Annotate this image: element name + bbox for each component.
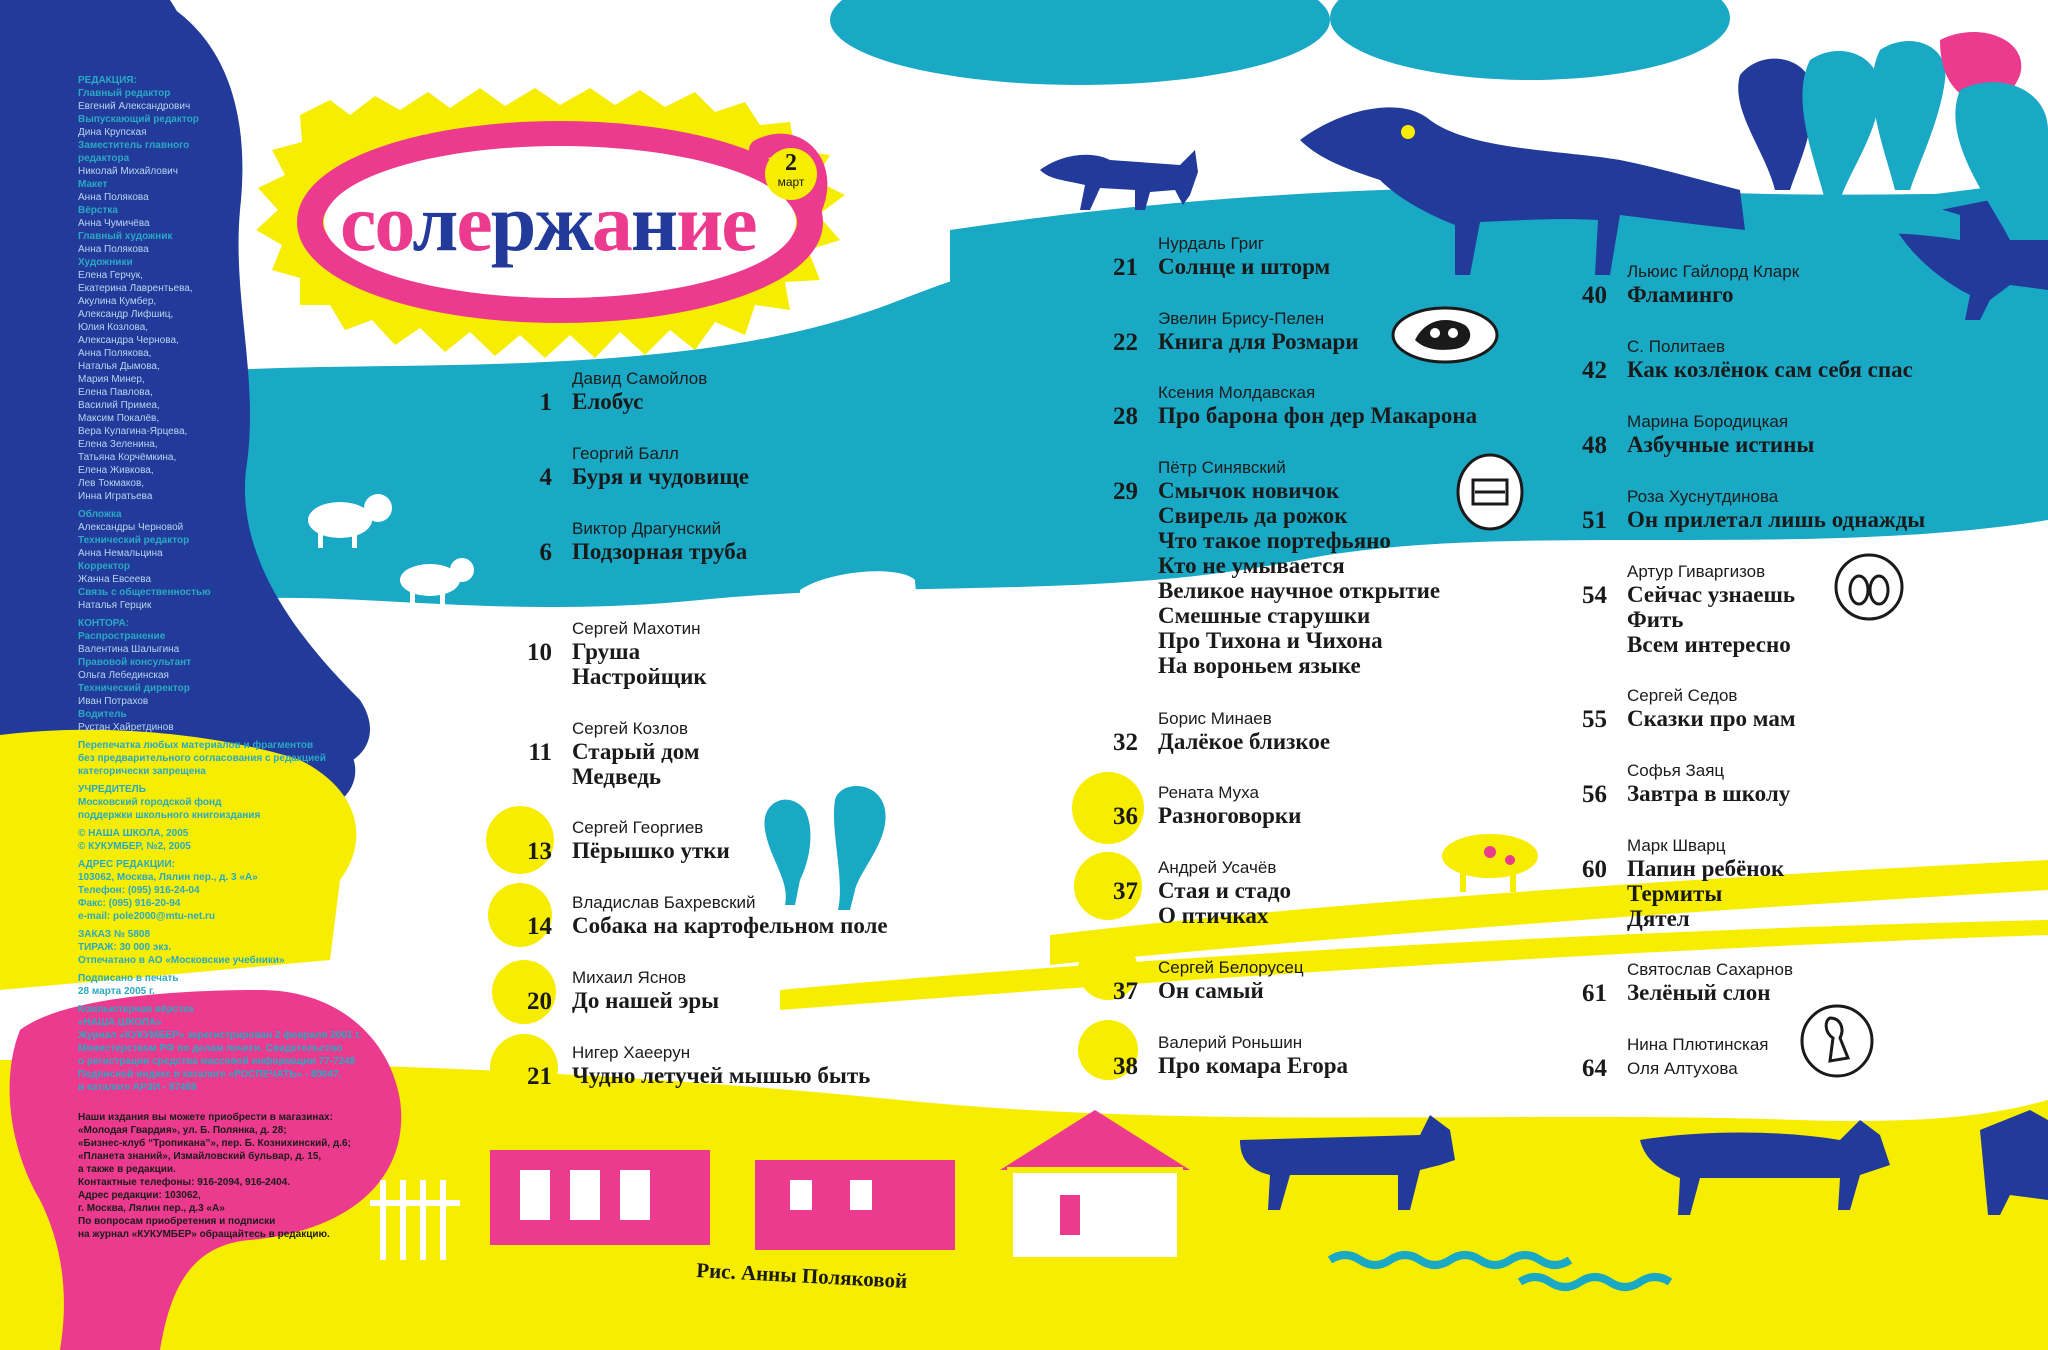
toc-title[interactable]: Зелёный слон <box>1627 980 1771 1005</box>
toc-title[interactable]: Фламинго <box>1627 282 1734 307</box>
toc-title[interactable]: Завтра в школу <box>1627 781 1791 806</box>
imprint-line: Александры Черновой <box>78 522 184 533</box>
imprint-line: Факс: (095) 916-20-94 <box>78 898 181 909</box>
toc-page-number: 61 <box>1582 980 1607 1007</box>
imprint-line: 103062, Москва, Лялин пер., д. 3 «А» <box>78 872 258 883</box>
imprint-line: Правовой консультант <box>78 657 192 668</box>
issue-number: 2 <box>785 150 797 176</box>
top-cyan-blob-right <box>1330 0 1730 80</box>
imprint-line: Адрес редакции: 103062, <box>78 1190 201 1201</box>
imprint-line: Корректор <box>78 561 130 572</box>
toc-title[interactable]: Дятел <box>1627 906 1690 931</box>
toc-title[interactable]: Настройщик <box>572 664 707 689</box>
toc-page-number: 4 <box>539 464 552 491</box>
illustration-badge-64 <box>1800 1003 1875 1079</box>
imprint-line: Мария Минер, <box>78 374 145 385</box>
imprint-line: Жанна Евсеева <box>78 574 152 585</box>
toc-author: Давид Самойлов <box>572 369 708 388</box>
imprint-line: Акулина Кумбер, <box>78 296 157 307</box>
toc-author: Рената Муха <box>1158 783 1259 802</box>
toc-author: Пётр Синявский <box>1158 458 1286 477</box>
toc-page-number: 21 <box>1113 254 1138 281</box>
toc-page-number: 48 <box>1582 432 1607 459</box>
toc-title[interactable]: Он самый <box>1158 978 1264 1003</box>
imprint-line: Телефон: (095) 916-24-04 <box>78 885 200 896</box>
toc-author: Сергей Козлов <box>572 719 689 738</box>
imprint-line: Министерством РФ по делам печати. Свидетельство <box>78 1043 343 1054</box>
toc-entry <box>1113 234 1331 281</box>
toc-title[interactable]: Папин ребёнок <box>1627 856 1785 881</box>
toc-entry <box>527 1043 871 1090</box>
imprint-line: Елена Зеленина, <box>78 439 158 450</box>
toc-author: Марина Бородицкая <box>1627 412 1789 431</box>
toc-author: Ксения Молдавская <box>1158 383 1316 402</box>
toc-title[interactable]: Фить <box>1627 607 1684 632</box>
illustration-credit: Рис. Анны Поляковой <box>695 1258 908 1294</box>
toc-title[interactable]: Великое научное открытие <box>1158 578 1441 603</box>
toc-author: Льюис Гайлорд Кларк <box>1627 262 1800 281</box>
imprint-line: а также в редакции. <box>78 1164 176 1175</box>
toc-page-number: 20 <box>527 988 552 1015</box>
toc-entry <box>527 619 707 689</box>
imprint-line: Макет <box>78 179 108 190</box>
toc-title[interactable]: Буря и чудовище <box>572 464 750 489</box>
toc-page-number: 36 <box>1113 803 1138 830</box>
toc-title[interactable]: Кто не умывается <box>1158 553 1345 578</box>
toc-entry <box>527 968 720 1015</box>
illustration-badge-29 <box>1455 452 1525 532</box>
imprint-line: Валентина Шалыгина <box>78 644 180 655</box>
imprint-line: Николай Михайлович <box>78 166 178 177</box>
toc-page-number: 40 <box>1582 282 1607 309</box>
imprint-line: Максим Покалёв, <box>78 413 160 424</box>
toc-entry <box>1113 958 1304 1005</box>
toc-page-number: 10 <box>527 639 552 666</box>
toc-entry <box>1113 858 1292 928</box>
toc-title[interactable]: Что такое портефьяно <box>1158 528 1391 553</box>
toc-title[interactable]: Чудно летучей мышью быть <box>572 1063 871 1088</box>
imprint-line: Подписной индекс в каталоге «РОСПЕЧАТЬ» - 80647, <box>78 1069 342 1080</box>
toc-entry <box>1113 383 1478 430</box>
imprint-line: Рустан Хайретдинов <box>78 722 174 733</box>
tree-cyan-1 <box>764 800 810 905</box>
house-left <box>470 1085 720 1255</box>
imprint-line: Художники <box>78 257 133 268</box>
imprint-line: Александр Лифшиц, <box>78 309 174 320</box>
toc-author: Артур Гиваргизов <box>1627 562 1766 581</box>
imprint-line: на журнал «КУКУМБЕР» обращайтесь в редакцию. <box>78 1229 330 1240</box>
illustration-badge-22 <box>1390 305 1500 365</box>
imprint-line: КОНТОРА: <box>78 618 130 629</box>
toc-author: Сергей Георгиев <box>572 818 704 837</box>
toc-author: Нина Плютинская <box>1627 1035 1769 1054</box>
toc-entry <box>1113 783 1302 830</box>
top-cyan-blob-left <box>830 0 1330 85</box>
toc-page-number: 51 <box>1582 507 1607 534</box>
toc-page-number: 6 <box>539 539 552 566</box>
toc-entry <box>539 519 748 566</box>
toc-entry <box>1113 458 1441 678</box>
toc-author: Сергей Махотин <box>572 619 701 638</box>
toc-author: Марк Шварц <box>1627 836 1726 855</box>
toc-author: Георгий Балл <box>572 444 679 463</box>
toc-entry <box>1113 1033 1348 1080</box>
imprint-line: Вера Кулагина-Ярцева, <box>78 426 188 437</box>
heading-part-2: л <box>412 177 457 268</box>
toc-title[interactable]: О птичках <box>1158 903 1269 928</box>
toc-author: Оля Алтухова <box>1627 1059 1738 1078</box>
tree-cyan-2 <box>834 786 886 910</box>
toc-author: Владислав Бахревский <box>572 893 756 912</box>
toc-entry <box>528 719 700 789</box>
toc-entry <box>539 444 750 491</box>
toc-entry <box>1582 337 1913 384</box>
imprint-line: Елена Павлова, <box>78 387 153 398</box>
imprint-line: Компьютерная вёрстка <box>78 1004 194 1015</box>
heading-part-5: а <box>591 177 631 268</box>
imprint-line: Инна Игратьева <box>78 491 153 502</box>
imprint-line: Наталья Дымова, <box>78 361 160 372</box>
toc-entry <box>1582 960 1794 1007</box>
imprint-line: Технический директор <box>78 683 190 694</box>
toc-entry <box>1582 1035 1769 1082</box>
imprint-line: «Планета знаний», Измайловский бульвар, д. 15, <box>78 1151 322 1162</box>
toc-title[interactable]: Разноговорки <box>1158 803 1302 828</box>
toc-title[interactable]: Азбучные истины <box>1627 432 1815 457</box>
toc-title[interactable]: Про Тихона и Чихона <box>1158 628 1383 653</box>
imprint-line: «Молодая Гвардия», ул. Б. Полянка, д. 28; <box>78 1125 287 1136</box>
heading-part-6: н <box>630 177 677 268</box>
toc-entry <box>1582 487 1926 534</box>
toc-title[interactable]: Далёкое близкое <box>1158 729 1331 754</box>
toc-entry <box>1113 309 1359 356</box>
toc-title[interactable]: Он прилетал лишь однажды <box>1627 507 1926 532</box>
toc-title[interactable]: Про барона фон дер Макарона <box>1158 403 1478 428</box>
imprint-line: Выпускающий редактор <box>78 114 199 125</box>
toc-page-number: 56 <box>1582 781 1607 808</box>
toc-title[interactable]: Медведь <box>572 764 662 789</box>
toc-title[interactable]: Свирель да рожок <box>1158 503 1348 528</box>
imprint-line: РЕДАКЦИЯ: <box>78 75 137 86</box>
toc-title[interactable]: Пёрышко утки <box>572 838 730 863</box>
imprint-line: Анна Чумичёва <box>78 218 150 229</box>
toc-page-number: 60 <box>1582 856 1607 883</box>
imprint-line: Заместитель главного <box>78 140 190 151</box>
imprint-line: Екатерина Лаврентьева, <box>78 283 193 294</box>
imprint-line: Вёрстка <box>78 205 118 216</box>
house-middle <box>740 1102 970 1250</box>
toc-title[interactable]: Смычок новичок <box>1158 478 1340 503</box>
imprint-line: Обложка <box>78 509 122 520</box>
imprint-line: УЧРЕДИТЕЛЬ <box>78 784 146 795</box>
imprint-line: e-mail: pole2000@mtu-net.ru <box>78 911 216 922</box>
imprint-line: ТИРАЖ: 30 000 экз. <box>78 942 172 953</box>
toc-page-number: 64 <box>1582 1055 1607 1082</box>
toc-page-number: 38 <box>1113 1053 1138 1080</box>
toc-title[interactable]: Сказки про мам <box>1627 706 1796 731</box>
heading-part-1: со <box>340 177 413 268</box>
toc-author: Валерий Роньшин <box>1158 1033 1303 1052</box>
toc-author: Эвелин Брису-Пелен <box>1158 309 1325 328</box>
imprint-line: ЗАКАЗ № 5808 <box>78 929 151 940</box>
imprint-column <box>78 74 408 1241</box>
imprint-line: Московский городской фонд <box>78 797 222 808</box>
toc-title[interactable]: Смешные старушки <box>1158 603 1371 628</box>
toc-title[interactable]: Про комара Егора <box>1158 1053 1348 1078</box>
heading-part-3: е <box>456 177 491 268</box>
imprint-line: Водитель <box>78 709 127 720</box>
toc-author: Роза Хуснутдинова <box>1627 487 1779 506</box>
toc-entry <box>1582 562 1796 657</box>
imprint-line: Наши издания вы можете приобрести в магазинах: <box>78 1112 333 1123</box>
imprint-line: 28 марта 2005 г. <box>78 986 155 997</box>
toc-page-number: 11 <box>528 739 552 766</box>
toc-author: Андрей Усачёв <box>1158 858 1277 877</box>
toc-entry <box>527 818 730 865</box>
illustration-badge-54 <box>1833 552 1905 622</box>
toc-author: Нурдаль Григ <box>1158 234 1264 253</box>
imprint-line: Александра Чернова, <box>78 335 179 346</box>
blue-wolf-small <box>1040 150 1198 210</box>
imprint-line: поддержки школьного книгоиздания <box>78 810 261 821</box>
heading-part-4: рж <box>490 177 592 268</box>
toc-title[interactable]: Груша <box>572 639 641 664</box>
imprint-line: Журнал «КУКУМБЕР» зарегистрирован 2 февраля 2001 г. <box>78 1030 362 1041</box>
imprint-line: Иван Потрахов <box>78 696 149 707</box>
toc-title[interactable]: Собака на картофельном поле <box>572 913 888 938</box>
imprint-line: Елена Герчук, <box>78 270 143 281</box>
imprint-line: Анна Полякова <box>78 244 149 255</box>
imprint-line: о регистрации средства массовой информации 77-7248 <box>78 1056 356 1067</box>
imprint-line: редактора <box>78 153 130 164</box>
toc-title[interactable]: Солнце и шторм <box>1158 254 1331 279</box>
toc-entry <box>1582 836 1785 931</box>
imprint-gap <box>78 1094 408 1099</box>
toc-page-number: 28 <box>1113 403 1138 430</box>
toc-entry <box>1582 412 1815 459</box>
imprint-line: Лев Токмаков, <box>78 478 145 489</box>
imprint-line: Контактные телефоны: 916-2094, 916-2404. <box>78 1177 291 1188</box>
imprint-line: г. Москва, Лялин пер., д.3 «А» <box>78 1203 225 1214</box>
imprint-line: Дина Крупская <box>78 127 147 138</box>
toc-author: Софья Заяц <box>1627 761 1725 780</box>
toc-author: Сергей Седов <box>1627 686 1738 705</box>
imprint-line: «Бизнес-клуб “Тропикана”», пер. Б. Кознихинский, д.6; <box>78 1138 351 1149</box>
toc-entry <box>1582 686 1796 733</box>
imprint-line: © НАША ШКОЛА, 2005 <box>78 828 189 839</box>
toc-page-number: 32 <box>1113 729 1138 756</box>
toc-title[interactable]: Стая и стадо <box>1158 878 1292 903</box>
toc-title[interactable]: До нашей эры <box>572 988 720 1013</box>
toc-author: Михаил Яснов <box>572 968 687 987</box>
toc-author: Виктор Драгунский <box>572 519 722 538</box>
sheep-3 <box>768 726 853 773</box>
toc-title[interactable]: Сейчас узнаешь <box>1627 582 1796 607</box>
imprint-line: Татьяна Корчёмкина, <box>78 452 177 463</box>
imprint-line: Отпечатано в АО «Московские учебники» <box>78 955 285 966</box>
toc-page-number: 22 <box>1113 329 1138 356</box>
toc-title[interactable]: Книга для Розмари <box>1158 329 1359 354</box>
imprint-line: Анна Полякова <box>78 192 149 203</box>
imprint-line: Юлия Козлова, <box>78 322 149 333</box>
imprint-line: Василий Примеа, <box>78 400 160 411</box>
toc-page-number: 29 <box>1113 478 1138 505</box>
toc-page-number: 55 <box>1582 706 1607 733</box>
toc-entry <box>539 369 708 416</box>
imprint-line: Анна Немальцина <box>78 548 163 559</box>
toc-title[interactable]: Как козлёнок сам себя спас <box>1627 357 1913 382</box>
toc-entry <box>1113 709 1331 756</box>
toc-author: Сергей Белорусец <box>1158 958 1304 977</box>
imprint-line: Елена Живкова, <box>78 465 154 476</box>
imprint-line: Анна Полякова, <box>78 348 152 359</box>
imprint-line: © КУКУМБЕР, №2, 2005 <box>78 841 191 852</box>
toc-page-number: 21 <box>527 1063 552 1090</box>
pink-pig <box>1442 834 1538 892</box>
toc-title[interactable]: Елобус <box>572 389 644 414</box>
issue-month: март <box>777 175 805 189</box>
yellow-strip-middle <box>780 920 2048 1010</box>
toc-entry <box>527 893 888 940</box>
toc-page-number: 37 <box>1113 878 1138 905</box>
imprint-line: Перепечатка любых материалов и фрагментов <box>78 740 314 751</box>
imprint-line: «НАША ШКОЛА» <box>78 1017 162 1028</box>
imprint-line: Евгений Александрович <box>78 101 191 112</box>
toc-title[interactable]: Старый дом <box>572 739 700 764</box>
toc-entry <box>1582 262 1800 309</box>
toc-title[interactable]: Всем интересно <box>1627 632 1791 657</box>
toc-entry <box>1582 761 1791 808</box>
toc-author: Нигер Хаеерун <box>572 1043 691 1062</box>
imprint-line: Технический редактор <box>78 535 190 546</box>
imprint-line: без предварительного согласования с редакцией <box>78 753 326 764</box>
issue-badge <box>765 148 817 200</box>
toc-page-number: 37 <box>1113 978 1138 1005</box>
imprint-line: Наталья Герцик <box>78 600 152 611</box>
imprint-line: Ольга Лебединская <box>78 670 169 681</box>
toc-title[interactable]: Термиты <box>1627 881 1723 906</box>
trees-top-right <box>1738 32 2048 240</box>
toc-page-number: 54 <box>1582 582 1607 609</box>
imprint-line: Главный редактор <box>78 88 171 99</box>
imprint-line: категорически запрещена <box>78 766 206 777</box>
imprint-line: Связь с общественностью <box>78 587 211 598</box>
toc-title[interactable]: Подзорная труба <box>572 539 748 564</box>
toc-author: Борис Минаев <box>1158 709 1272 728</box>
imprint-line: АДРЕС РЕДАКЦИИ: <box>78 859 175 870</box>
imprint-line: Распространение <box>78 631 166 642</box>
toc-title[interactable]: На вороньем языке <box>1158 653 1361 678</box>
imprint-line: в каталоге АРЗИ - 87489 <box>78 1082 197 1093</box>
imprint-line: По вопросам приобретения и подписки <box>78 1216 276 1227</box>
heading-part-7: ие <box>676 177 756 268</box>
toc-author: Святослав Сахарнов <box>1627 960 1794 979</box>
toc-page-number: 42 <box>1582 357 1607 384</box>
imprint-line: Подписано в печать <box>78 973 179 984</box>
imprint-line: Главный художник <box>78 231 173 242</box>
toc-page-number: 1 <box>539 389 552 416</box>
toc-page-number: 13 <box>527 838 552 865</box>
toc-page-number: 14 <box>527 913 552 940</box>
toc-author: С. Политаев <box>1627 337 1725 356</box>
